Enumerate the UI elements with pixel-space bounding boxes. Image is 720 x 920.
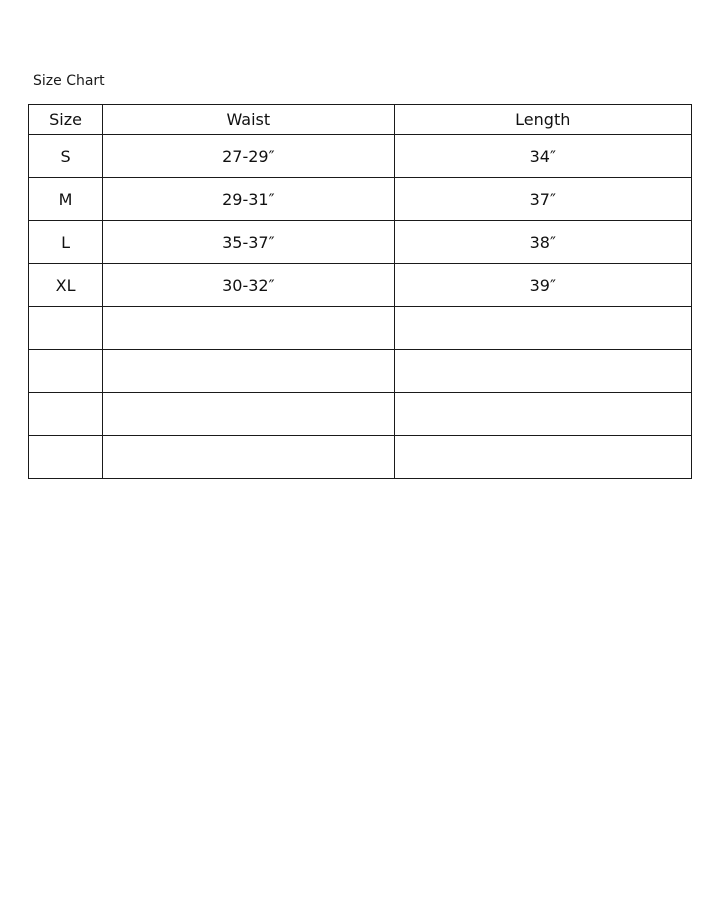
- length-cell: [394, 307, 691, 350]
- table-row: [29, 135, 692, 178]
- size-chart-table: [28, 104, 692, 479]
- table-row: [29, 350, 692, 393]
- size-cell: [29, 307, 103, 350]
- table-header-row: [29, 105, 692, 135]
- length-cell: 39″: [394, 264, 691, 307]
- length-cell: 34″: [394, 135, 691, 178]
- size-cell: [29, 350, 103, 393]
- waist-cell: 30-32″: [103, 264, 394, 307]
- table-row: [29, 436, 692, 479]
- column-header-length: Length: [394, 105, 691, 135]
- length-cell: [394, 393, 691, 436]
- table-row: [29, 264, 692, 307]
- length-cell: 37″: [394, 178, 691, 221]
- size-cell: [29, 393, 103, 436]
- waist-cell: 35-37″: [103, 221, 394, 264]
- waist-cell: [103, 436, 394, 479]
- waist-cell: [103, 307, 394, 350]
- size-cell: L: [29, 221, 103, 264]
- size-cell: XL: [29, 264, 103, 307]
- table-row: [29, 393, 692, 436]
- waist-cell: [103, 393, 394, 436]
- table-row: [29, 221, 692, 264]
- length-cell: [394, 350, 691, 393]
- table-row: [29, 178, 692, 221]
- length-cell: 38″: [394, 221, 691, 264]
- waist-cell: 27-29″: [103, 135, 394, 178]
- column-header-waist: Waist: [103, 105, 394, 135]
- page-title: Size Chart: [33, 73, 105, 89]
- table-row: [29, 307, 692, 350]
- size-cell: M: [29, 178, 103, 221]
- length-cell: [394, 436, 691, 479]
- waist-cell: [103, 350, 394, 393]
- waist-cell: 29-31″: [103, 178, 394, 221]
- size-cell: [29, 436, 103, 479]
- size-cell: S: [29, 135, 103, 178]
- column-header-size: Size: [29, 105, 103, 135]
